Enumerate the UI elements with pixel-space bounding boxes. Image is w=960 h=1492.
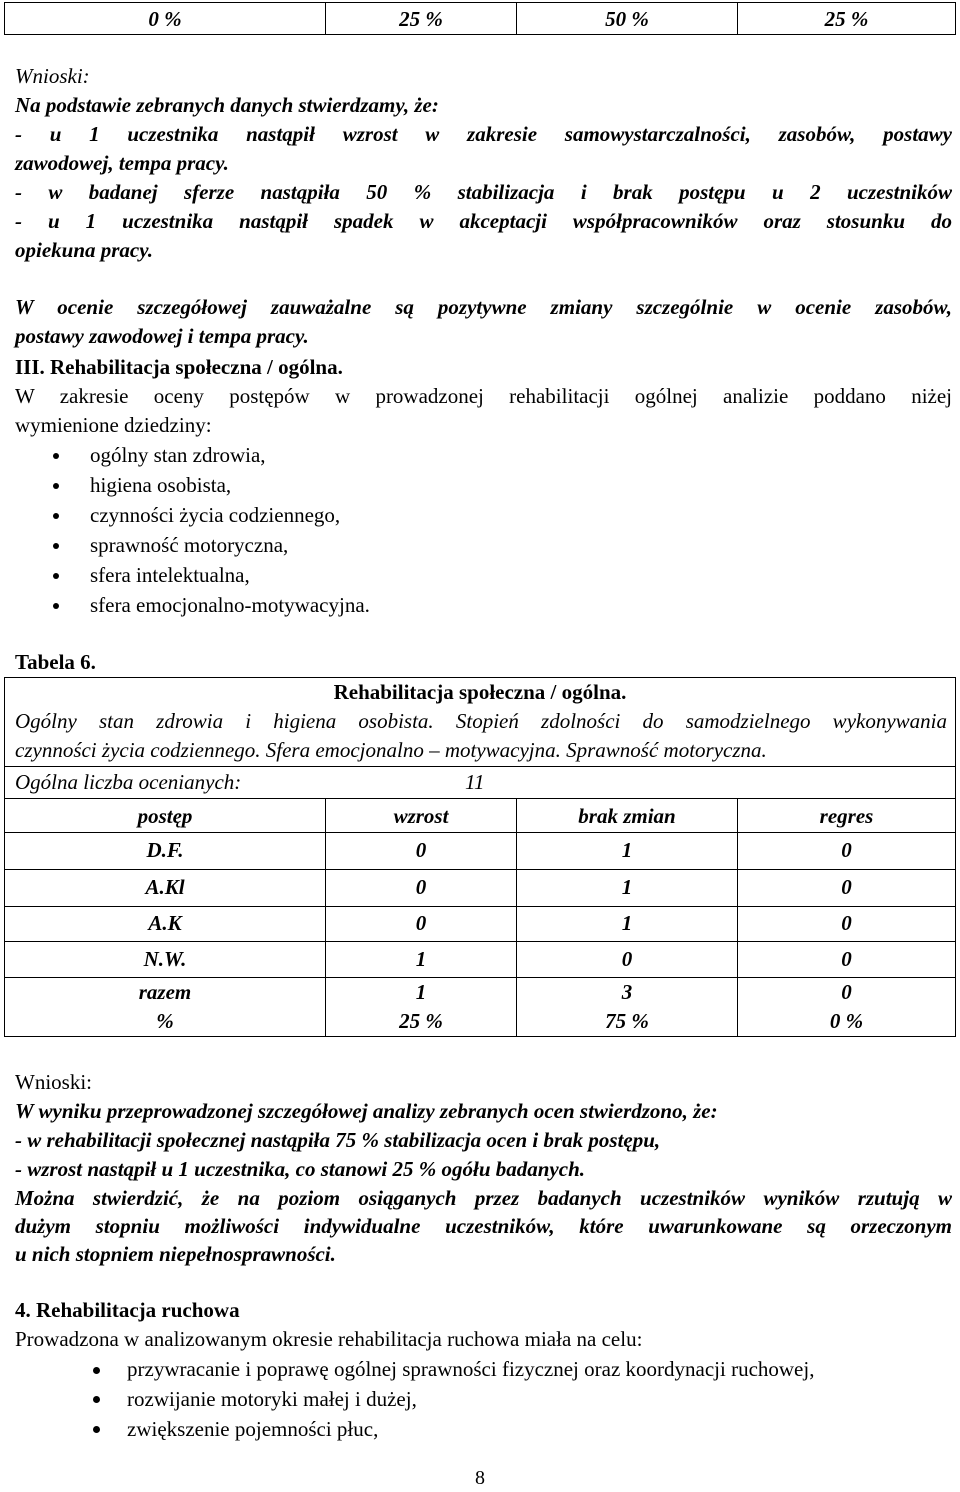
list-item: sfera intelektualna,: [90, 563, 250, 587]
bullet-icon: [53, 513, 59, 519]
table-cell: N.W.: [143, 947, 187, 971]
conclusions-line: opiekuna pracy.: [15, 238, 154, 262]
conclusions-line: Na podstawie zebranych danych stwierdzamy, że:: [15, 93, 439, 117]
table-header: regres: [819, 804, 874, 828]
percent-cell: 25 %: [399, 7, 443, 31]
list-item: ogólny stan zdrowia,: [90, 443, 266, 467]
table-cell: 0: [841, 911, 852, 935]
bullet-icon: [53, 603, 59, 609]
divider: [5, 766, 955, 767]
bullet-icon: [93, 1426, 100, 1433]
table-cell: 25 %: [399, 1009, 443, 1033]
conclusions-line: - u 1 uczestnika nastąpił spadek w akceptacji współpracowników oraz stosunku do: [15, 209, 952, 233]
table-header: postęp: [137, 804, 193, 828]
table-cell: 1: [621, 838, 633, 862]
list-item: przywracanie i poprawę ogólnej sprawności fizycznej oraz koordynacji ruchowej,: [127, 1357, 815, 1381]
table-cell: A.Kl: [145, 875, 185, 899]
table-cell: 0 %: [829, 1009, 864, 1033]
conclusions-line: W wyniku przeprowadzonej szczegółowej analizy zebranych ocen stwierdzono, że:: [15, 1099, 718, 1123]
table-cell: 75 %: [605, 1009, 649, 1033]
table-cell: 0: [841, 980, 852, 1004]
detail-note-line: postawy zawodowej i tempa pracy.: [15, 324, 309, 348]
detail-note-line: W ocenie szczegółowej zauważalne są pozytywne zmiany szczególnie w ocenie zasobów,: [15, 295, 952, 319]
table-cell: razem: [138, 980, 192, 1004]
table-cell: 1: [621, 911, 633, 935]
bullet-icon: [93, 1396, 100, 1403]
bullet-icon: [53, 573, 59, 579]
section-heading: 4. Rehabilitacja ruchowa: [15, 1298, 240, 1322]
conclusions-line: u nich stopniem niepełnosprawności.: [15, 1242, 336, 1266]
bullet-icon: [53, 483, 59, 489]
table-subtitle-line: Ogólny stan zdrowia i higiena osobista. Stopień zdolności do samodzielnego wykonywania: [15, 709, 947, 733]
table-cell: A.K: [148, 911, 182, 935]
table-cell: 0: [415, 911, 427, 935]
table-cell: 0: [415, 838, 427, 862]
conclusions-line: - wzrost nastąpił u 1 uczestnika, co stanowi 25 % ogółu badanych.: [15, 1157, 586, 1181]
table-cell: 0: [841, 947, 852, 971]
conclusions-heading: Wnioski:: [15, 64, 90, 88]
page-number: 8: [475, 1467, 485, 1489]
table6: [4, 677, 956, 1037]
table-cell: 0: [415, 875, 427, 899]
bullet-icon: [53, 453, 59, 459]
table-cell: 0: [841, 838, 852, 862]
table-cell: %: [156, 1009, 174, 1033]
bullet-icon: [93, 1367, 100, 1374]
table-title: Rehabilitacja społeczna / ogólna.: [333, 680, 627, 704]
table-cell: 3: [621, 980, 633, 1004]
conclusions-heading: Wnioski:: [15, 1070, 92, 1094]
percent-cell: 25 %: [824, 7, 869, 31]
count-label: Ogólna liczba ocenianych:: [15, 770, 242, 794]
table-header: brak zmian: [578, 804, 676, 828]
section-intro-line: W zakresie oceny postępów w prowadzonej rehabilitacji ogólnej analizie poddano niżej: [15, 384, 952, 408]
table-cell: 0: [621, 947, 633, 971]
conclusions-line: dużym stopniu możliwości indywidualne uczestników, które uwarunkowane są orzeczonym: [15, 1214, 952, 1238]
list-item: rozwijanie motoryki małej i dużej,: [127, 1387, 417, 1411]
section-intro: Prowadzona w analizowanym okresie rehabilitacja ruchowa miała na celu:: [15, 1327, 643, 1351]
table-header: wzrost: [393, 804, 449, 828]
table-cell: 1: [415, 947, 427, 971]
list-item: czynności życia codziennego,: [90, 503, 341, 527]
percent-cell: 0 %: [148, 7, 182, 31]
conclusions-line: - u 1 uczestnika nastąpił wzrost w zakresie samowystarczalności, zasobów, postawy: [15, 122, 952, 146]
list-item: zwiększenie pojemności płuc,: [127, 1417, 379, 1441]
percent-cell: 50 %: [605, 7, 649, 31]
conclusions-line: - w badanej sferze nastąpiła 50 % stabilizacja i brak postępu u 2 uczestników: [15, 180, 952, 204]
table-subtitle-line: czynności życia codziennego. Sfera emocjonalno – motywacyjna. Sprawność motoryczna.: [15, 738, 767, 762]
conclusions-line: Można stwierdzić, że na poziom osiąganych przez badanych uczestników wyników rzutują w: [15, 1186, 952, 1210]
list-item: sprawność motoryczna,: [90, 533, 289, 557]
table-label: Tabela 6.: [15, 650, 96, 674]
table-cell: 0: [841, 875, 852, 899]
table-cell: D.F.: [146, 838, 184, 862]
conclusions-line: - w rehabilitacji społecznej nastąpiła 75 % stabilizacja ocen i brak postępu,: [15, 1128, 661, 1152]
bullet-icon: [53, 543, 59, 549]
percent-table: [4, 2, 956, 35]
section-heading: III. Rehabilitacja społeczna / ogólna.: [15, 355, 343, 379]
list-item: sfera emocjonalno-motywacyjna.: [90, 593, 370, 617]
list-item: higiena osobista,: [90, 473, 232, 497]
table-cell: 1: [621, 875, 633, 899]
count-value: 11: [465, 770, 485, 794]
conclusions-line: zawodowej, tempa pracy.: [15, 151, 229, 175]
section-intro-line: wymienione dziedziny:: [15, 413, 212, 437]
table-cell: 1: [415, 980, 427, 1004]
